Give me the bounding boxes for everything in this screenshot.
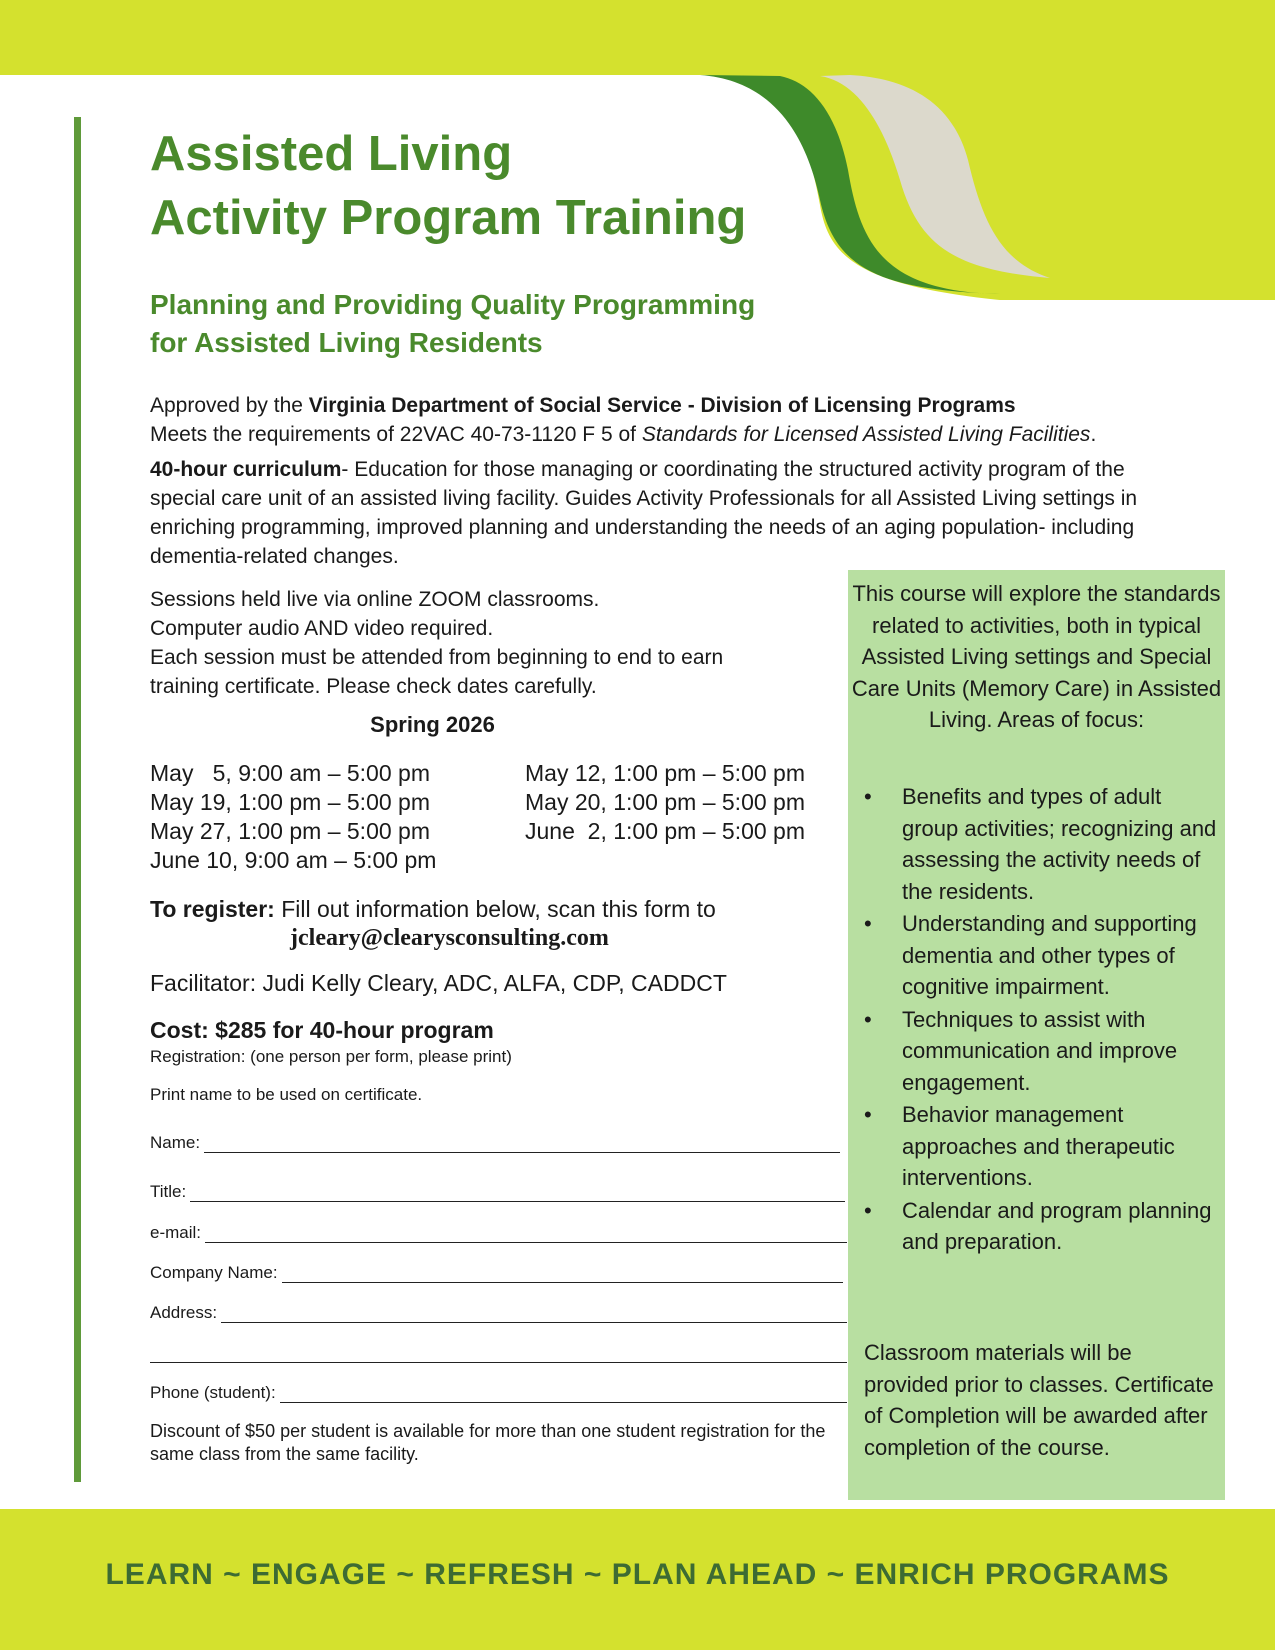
address-field-line-2	[150, 1344, 847, 1363]
period: .	[1090, 423, 1097, 446]
address-label: Address:	[150, 1303, 218, 1322]
name-field	[150, 1133, 840, 1153]
session-date: May 19, 1:00 pm – 5:00 pm	[150, 789, 430, 815]
title-label: Title:	[150, 1182, 187, 1201]
season-heading: Spring 2026	[370, 712, 495, 737]
curriculum-text: - Education for those managing or coordinating the structured activity program of the special care unit of an assisted living facility. Guides Activity Professionals for all Assisted Living settings in enriching programming, improved planning and understanding the needs of an aging population- including dementia-related changes.	[150, 458, 1138, 568]
name-input-line[interactable]	[204, 1134, 840, 1153]
list-item	[858, 1195, 1218, 1258]
list-item	[858, 1004, 1218, 1099]
email-input-line[interactable]	[205, 1224, 847, 1243]
email-label: e-mail:	[150, 1223, 202, 1242]
session-date: May 27, 1:00 pm – 5:00 pm	[150, 818, 430, 844]
company-field	[150, 1263, 843, 1283]
list-item-text: Understanding and supporting dementia and other types of cognitive impairment.	[902, 911, 1197, 999]
session-date: May 20, 1:00 pm – 5:00 pm	[525, 789, 805, 815]
standards-title: Standards for Licensed Assisted Living Facilities	[641, 423, 1091, 446]
bullet-icon: •	[864, 1197, 872, 1223]
phone-label: Phone (student):	[150, 1383, 276, 1402]
bullet-icon: •	[864, 784, 872, 809]
schedule-column-1	[150, 759, 436, 875]
bullet-icon: •	[864, 911, 872, 936]
cost: Cost: $285 for 40-hour program	[150, 1017, 494, 1043]
session-date: May 12, 1:00 pm – 5:00 pm	[525, 760, 805, 786]
address-input-line-2[interactable]	[150, 1344, 847, 1363]
panel-closing: Classroom materials will be provided prior to classes. Certificate of Completion will be awarded after completion of the course.	[864, 1340, 1214, 1460]
title-input-line[interactable]	[190, 1183, 845, 1202]
address-field	[150, 1303, 847, 1323]
list-item	[858, 908, 1218, 1003]
certificate-note: Print name to be used on certificate.	[150, 1085, 423, 1104]
register-label: To register:	[150, 896, 275, 922]
sessions-line-2: Computer audio AND video required.	[150, 617, 494, 640]
email-field	[150, 1223, 847, 1243]
approval-prefix: Approved by the	[150, 394, 309, 417]
page-subtitle	[150, 286, 755, 362]
register-email[interactable]: jcleary@clearysconsulting.com	[290, 925, 609, 951]
curriculum-label: 40-hour curriculum	[150, 458, 342, 481]
page-title	[150, 122, 746, 250]
list-item-text: Benefits and types of adult group activities; recognizing and assessing the activity needs of the residents.	[902, 784, 1217, 904]
name-label: Name:	[150, 1133, 201, 1152]
approval-paragraph	[150, 391, 1200, 449]
title-field	[150, 1182, 845, 1202]
phone-field	[150, 1383, 847, 1403]
subtitle-line-2: for Assisted Living Residents	[150, 327, 543, 358]
list-item-text: Behavior management approaches and therapeutic interventions.	[902, 1102, 1175, 1190]
subtitle-line-1: Planning and Providing Quality Programming	[150, 289, 756, 320]
title-line-1: Assisted Living	[150, 127, 513, 181]
list-item	[858, 1099, 1218, 1194]
sessions-paragraph	[150, 585, 790, 701]
session-date: May 5, 9:00 am – 5:00 pm	[150, 760, 430, 786]
list-item-text: Calendar and program planning and preparation.	[902, 1197, 1212, 1254]
panel-intro: This course will explore the standards related to activities, both in typical Assisted Living settings and Special Care Units (Memory Care) in Assisted Living. Areas of focus:	[851, 581, 1222, 732]
bullet-icon: •	[864, 1006, 872, 1032]
list-item	[858, 781, 1218, 907]
phone-input-line[interactable]	[280, 1384, 847, 1403]
approval-agency: Virginia Department of Social Service - Division of Licensing Programs	[308, 394, 1016, 417]
bullet-icon: •	[864, 1102, 872, 1127]
schedule-column-2	[525, 759, 805, 846]
company-input-line[interactable]	[282, 1264, 843, 1283]
register-instructions	[150, 893, 716, 925]
requirements-prefix: Meets the requirements of 22VAC 40-73-1120 F 5 of	[150, 423, 642, 446]
register-text: Fill out information below, scan this form to	[274, 896, 716, 922]
facilitator: Facilitator: Judi Kelly Cleary, ADC, ALFA, CDP, CADDCT	[150, 970, 727, 996]
session-date: June 2, 1:00 pm – 5:00 pm	[525, 818, 806, 844]
company-label: Company Name:	[150, 1263, 278, 1282]
footer-tagline: LEARN ~ ENGAGE ~ REFRESH ~ PLAN AHEAD ~ ENRICH PROGRAMS	[105, 1558, 1170, 1591]
sessions-line-3: Each session must be attended from beginning to end to earn training certificate. Please check dates carefully.	[150, 646, 724, 698]
discount-note: Discount of $50 per student is available for more than one student registration for the same class from the same facility.	[150, 1421, 826, 1464]
registration-note: Registration: (one person per form, please print)	[150, 1047, 512, 1066]
sessions-line-1: Sessions held live via online ZOOM classrooms.	[150, 588, 600, 611]
title-line-2: Activity Program Training	[150, 191, 747, 245]
list-item-text: Techniques to assist with communication and improve engagement.	[902, 1006, 1178, 1095]
curriculum-paragraph	[150, 455, 1190, 571]
address-input-line[interactable]	[221, 1304, 847, 1323]
left-accent-bar	[74, 117, 81, 1482]
focus-areas-list	[858, 781, 1218, 1259]
session-date: June 10, 9:00 am – 5:00 pm	[150, 847, 437, 873]
